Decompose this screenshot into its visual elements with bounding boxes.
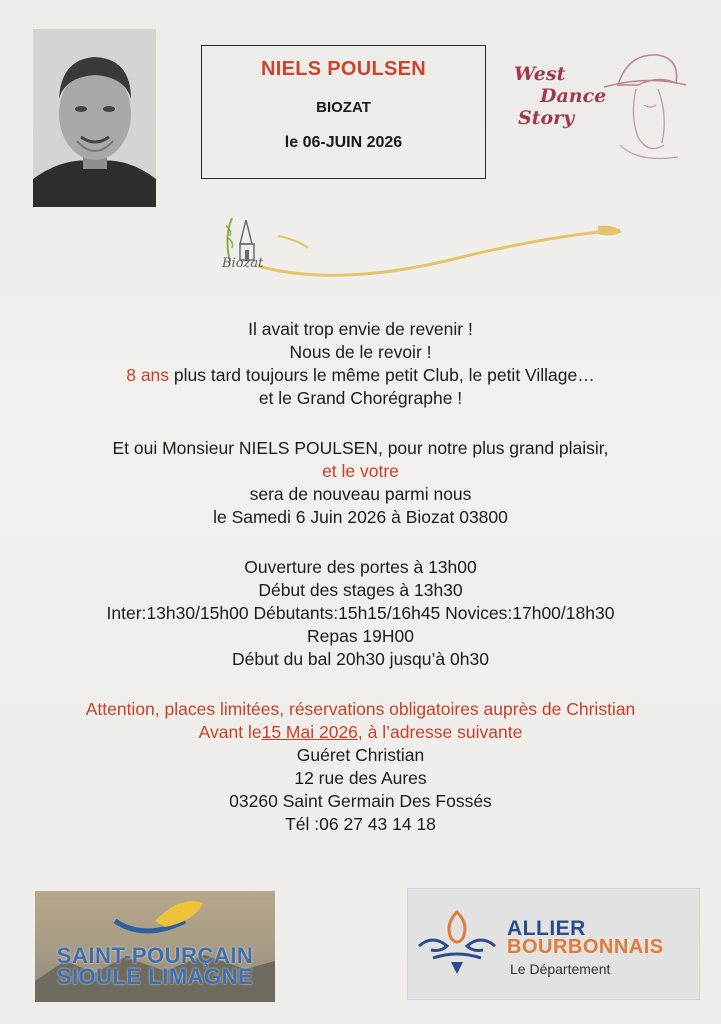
- contact-city: 03260 Saint Germain Des Fossés: [229, 791, 492, 811]
- intro-block: [0, 318, 721, 410]
- schedule-line: Inter:13h30/15h00 Débutants:15h15/16h45 Novices:17h00/18h30: [106, 603, 615, 623]
- contact-name: Guéret Christian: [296, 745, 425, 765]
- intro-line-3-rest: plus tard toujours le même petit Club, le petit Village…: [169, 365, 595, 385]
- intro-years: 8 ans: [126, 365, 170, 385]
- schedule-line: Début du bal 20h30 jusqu’à 0h30: [232, 649, 489, 669]
- stp-line-1: SAINT-POURÇAIN: [56, 943, 254, 968]
- announce-line-4: le Samedi 6 Juin 2026 à Biozat 03800: [213, 507, 508, 527]
- reservation-deadline: [0, 721, 721, 744]
- portrait-illustration: [33, 29, 156, 207]
- intro-line-2: Nous de le revoir !: [289, 342, 432, 362]
- biozat-label: Biozat: [222, 256, 264, 271]
- schedule-block: [0, 556, 721, 671]
- wds-word-3: Story: [518, 107, 575, 129]
- allier-bourbonnais-logo: [407, 888, 700, 1000]
- biozat-logo: [218, 196, 638, 286]
- event-place: BIOZAT: [316, 99, 371, 116]
- intro-line-4: et le Grand Chorégraphe !: [258, 388, 463, 408]
- stp-line-2: SIOULE LIMAGNE: [56, 964, 254, 989]
- allier-line-1: ALLIER: [507, 917, 586, 940]
- title-box: [201, 45, 486, 179]
- contact-street: 12 rue des Aures: [294, 768, 427, 788]
- contact-phone: Tél :06 27 43 14 18: [285, 814, 436, 834]
- schedule-line: Repas 19H00: [306, 626, 415, 646]
- announce-line-1: Et oui Monsieur NIELS POULSEN, pour notre plus grand plaisir,: [112, 438, 609, 458]
- church-wheat-icon: [218, 196, 638, 286]
- deadline-suffix: , à l’adresse suivante: [357, 722, 523, 742]
- portrait-photo: [33, 29, 156, 207]
- announce-line-3: sera de nouveau parmi nous: [249, 484, 472, 504]
- wds-word-2: Dance: [540, 85, 607, 107]
- saint-pourcain-logo: [35, 891, 275, 1002]
- schedule-line: Début des stages à 13h30: [258, 580, 463, 600]
- reservation-warning: Attention, places limitées, réservations obligatoires auprès de Christian: [85, 699, 636, 719]
- allier-line-2: BOURBONNAIS: [507, 936, 664, 958]
- deadline-date: 15 Mai 2026: [261, 722, 358, 742]
- west-dance-story-logo: [508, 45, 688, 163]
- intro-line-1: Il avait trop envie de revenir !: [248, 319, 473, 339]
- announce-block: [0, 437, 721, 529]
- choreographer-name: NIELS POULSEN: [260, 58, 427, 80]
- allier-line-3: Le Département: [510, 961, 611, 977]
- event-date: le 06-JUIN 2026: [284, 134, 403, 151]
- reservation-block: [0, 698, 721, 836]
- fleur-de-lis-icon: [413, 906, 505, 978]
- announce-line-2: et le votre: [322, 461, 399, 481]
- wds-word-1: West: [514, 63, 566, 85]
- intro-line-3: [0, 364, 721, 387]
- deadline-prefix: Avant le: [198, 722, 262, 742]
- schedule-line: Ouverture des portes à 13h00: [244, 557, 477, 577]
